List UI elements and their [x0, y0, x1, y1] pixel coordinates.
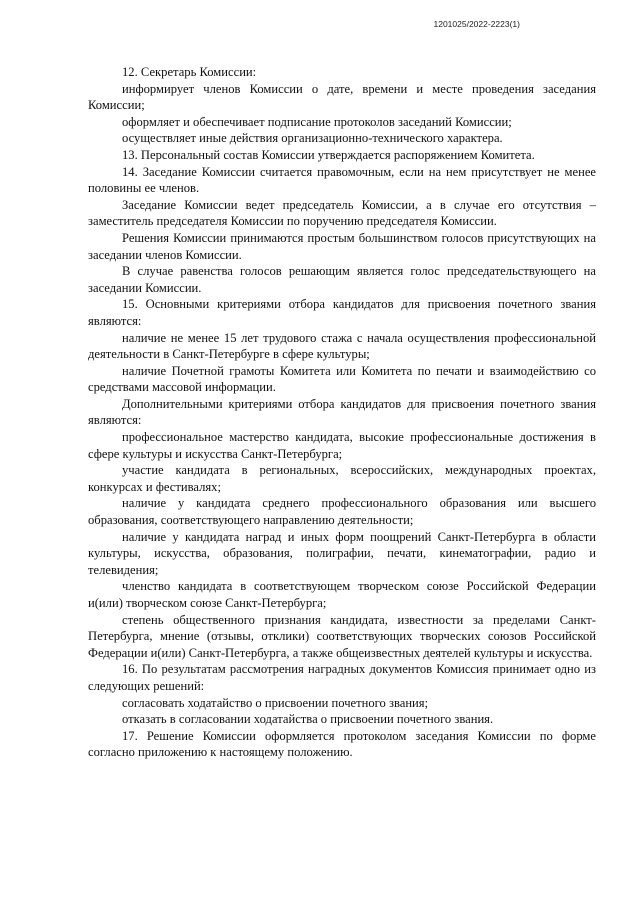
- paragraph-17: 17. Решение Комиссии оформляется протоколом заседания Комиссии по форме согласно приложению к настоящему положению.: [88, 728, 596, 760]
- paragraph: степень общественного признания кандидата, известности за пределами Санкт-Петербурга, мнение (отзывы, отклики) соответствующих творческих союзов Российской Федерации и(или) Санкт-Петербурга, а также общеизвестных деятелей культуры и искусства.: [88, 612, 596, 660]
- paragraph: Заседание Комиссии ведет председатель Комиссии, а в случае его отсутствия – заместитель председателя Комиссии по поручению председателя Комиссии.: [88, 197, 596, 229]
- paragraph-14: 14. Заседание Комиссии считается правомочным, если на нем присутствует не менее половины ее членов.: [88, 164, 596, 196]
- paragraph: Решения Комиссии принимаются простым большинством голосов присутствующих на заседании членов Комиссии.: [88, 230, 596, 262]
- paragraph: оформляет и обеспечивает подписание протоколов заседаний Комиссии;: [122, 114, 512, 129]
- paragraph: осуществляет иные действия организационно-технического характера.: [122, 131, 503, 146]
- paragraph-13: 13. Персональный состав Комиссии утверждается распоряжением Комитета.: [122, 147, 535, 162]
- paragraph-12-heading: 12. Секретарь Комиссии:: [122, 65, 257, 79]
- paragraph: наличие Почетной грамоты Комитета или Комитета по печати и взаимодействию со средствами массовой информации.: [88, 363, 596, 395]
- paragraph: Дополнительными критериями отбора кандидатов для присвоения почетного звания являются:: [88, 396, 596, 428]
- document-id: 1201025/2022-2223(1): [433, 19, 520, 29]
- paragraph-15: 15. Основными критериями отбора кандидатов для присвоения почетного звания являются:: [88, 297, 596, 328]
- paragraph: наличие у кандидата среднего профессионального образования или высшего образования, соответствующего направлению деятельности;: [88, 496, 596, 528]
- paragraph: отказать в согласовании ходатайства о присвоении почетного звания.: [122, 712, 494, 727]
- paragraph: В случае равенства голосов решающим является голос председательствующего на заседании Комиссии.: [88, 264, 596, 295]
- paragraph: информирует членов Комиссии о дате, времени и месте проведения заседания Комиссии;: [88, 81, 596, 113]
- paragraph: участие кандидата в региональных, всероссийских, международных проектах, конкурсах и фестивалях;: [88, 463, 596, 494]
- paragraph: согласовать ходатайство о присвоении почетного звания;: [122, 695, 429, 710]
- paragraph-16: 16. По результатам рассмотрения наградных документов Комиссия принимает одно из следующих решений:: [88, 662, 596, 693]
- paragraph: членство кандидата в соответствующем творческом союзе Российской Федерации и(или) творческом союзе Санкт-Петербурга;: [88, 579, 596, 610]
- paragraph: профессиональное мастерство кандидата, высокие профессиональные достижения в сфере культуры и искусства Санкт-Петербурга;: [88, 430, 596, 461]
- paragraph: наличие у кандидата наград и иных форм поощрений Санкт-Петербурга в области культуры, искусства, образования, полиграфии, печати, кинематографии, радио и телевидения;: [88, 529, 596, 577]
- paragraph: наличие не менее 15 лет трудового стажа с начала осуществления профессиональной деятельности в Санкт-Петербурге в сфере культуры;: [88, 330, 596, 362]
- document-body: [88, 64, 596, 761]
